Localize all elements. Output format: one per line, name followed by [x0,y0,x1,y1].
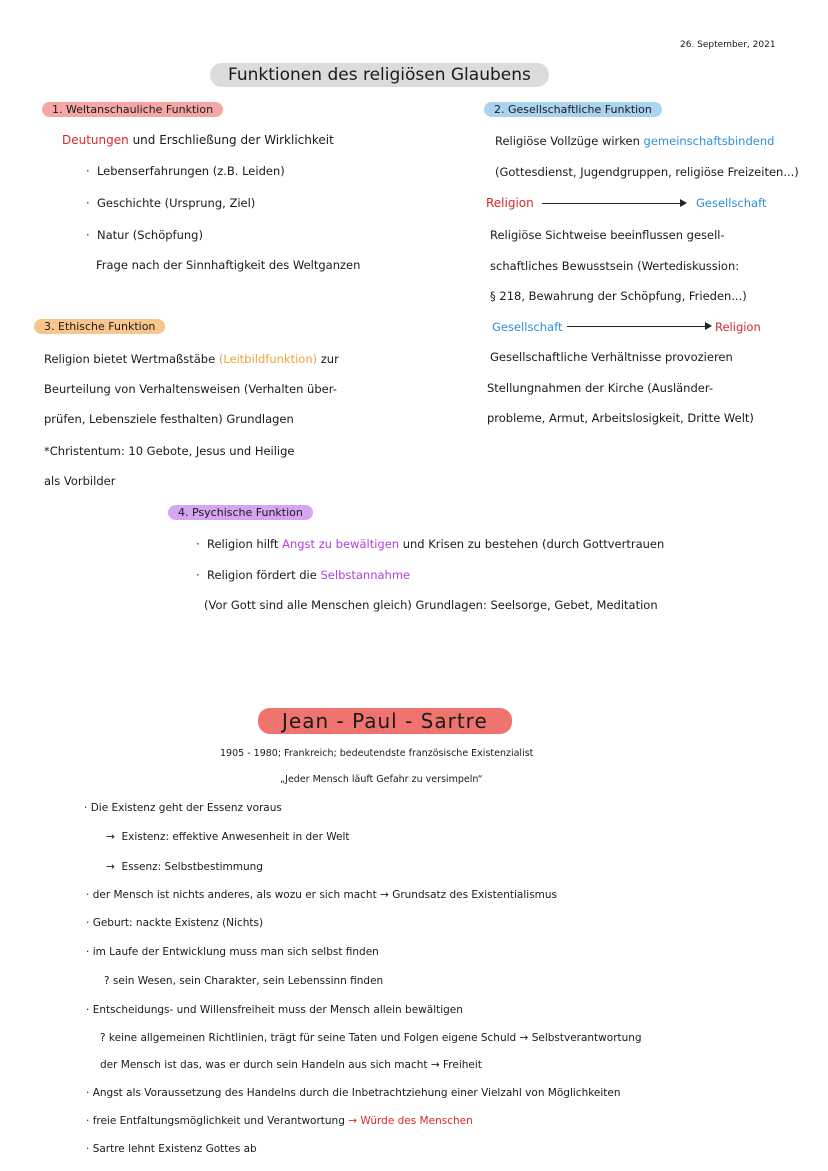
sartre-l5a: ? keine allgemeinen Richtlinien, trägt für seine Taten und Folgen eigene Schuld → Selbstverantwortung [100,1032,642,1044]
f2-line-a: § 218, Bewahrung der Schöpfung, Frieden...) [490,289,747,303]
f3-line4: *Christentum: 10 Gebote, Jesus und Heilige [44,444,295,458]
arrow1-head [680,199,687,207]
f2-line-b: Stellungnahmen der Kirche (Ausländer- [487,381,713,395]
f2-line-a: Religiöse Sichtweise beeinflussen gesell- [490,228,725,242]
f4-bullet2: · Religion fördert die Selbstannahme [196,568,411,582]
arrow2-left: Gesellschaft [492,320,563,334]
sartre-l1a: → Existenz: effektive Anwesenheit in der Welt [106,831,350,843]
sartre-l6: · Angst als Voraussetzung des Handelns durch die Inbetrachtziehung einer Vielzahl von Möglichkeiten [86,1087,621,1099]
f1-item: · Geschichte (Ursprung, Ziel) [86,196,256,210]
f1-item: · Natur (Schöpfung) [86,228,203,242]
section-2-heading: 2. Gesellschaftliche Funktion [484,102,662,117]
selbstannahme: Selbstannahme [320,568,411,582]
arrow1-left: Religion [486,196,534,210]
arrow1-right: Gesellschaft [696,196,767,210]
section-4-heading: 4. Psychische Funktion [168,505,313,520]
sartre-l1: · Die Existenz geht der Essenz voraus [84,802,282,814]
sartre-sub: 1905 - 1980; Frankreich; bedeutendste französische Existenzialist [220,748,534,759]
f1-lead-red: Deutungen [62,133,129,147]
f2-line-b: probleme, Armut, Arbeitslosigkeit, Dritte Welt) [487,411,754,425]
sartre-l5b: der Mensch ist das, was er durch sein Handeln aus sich macht → Freiheit [100,1059,482,1071]
f1-item: · Lebenserfahrungen (z.B. Leiden) [86,164,285,178]
arrow2-right: Religion [715,320,761,334]
f4-line3: (Vor Gott sind alle Menschen gleich) Grundlagen: Seelsorge, Gebet, Meditation [204,598,658,612]
f2-line-b: Gesellschaftliche Verhältnisse provozieren [490,350,733,364]
section-3-heading: 3. Ethische Funktion [34,319,165,334]
leitbildfunktion: (Leitbildfunktion) [218,352,318,366]
sartre-l8: · Sartre lehnt Existenz Gottes ab [86,1143,257,1155]
date: 26. September, 2021 [680,40,776,50]
f3-line2: Beurteilung von Verhaltensweisen (Verhalten über- [44,382,337,396]
f1-lead [62,133,334,147]
angst-bewaeltigen: Angst zu bewältigen [282,537,400,551]
arrow1-line [542,203,680,204]
sartre-l5: · Entscheidungs- und Willensfreiheit muss der Mensch allein bewältigen [86,1004,463,1016]
f2-line2: (Gottesdienst, Jugendgruppen, religiöse Freizeiten...) [495,165,799,179]
arrow2-line [567,326,705,327]
sartre-l7: · freie Entfaltungsmöglichkeit und Verantwortung → Würde des Menschen [86,1115,473,1127]
f1-lead-rest: und Erschließung der Wirklichkeit [132,133,334,147]
sartre-title: Jean - Paul - Sartre [258,708,512,734]
sartre-quote: „Jeder Mensch läuft Gefahr zu versimpeln“ [280,774,483,785]
sartre-l1b: → Essenz: Selbstbestimmung [106,861,263,873]
sartre-l4: · im Laufe der Entwicklung muss man sich selbst finden [86,946,379,958]
gemeinschaftsbindend: gemeinschaftsbindend [643,134,775,148]
f2-line1: Religiöse Vollzüge wirken gemeinschaftsbindend [495,134,775,148]
sartre-l3: · Geburt: nackte Existenz (Nichts) [86,917,264,929]
arrow2-head [705,322,712,330]
wuerde-des-menschen: Würde des Menschen [360,1115,473,1127]
f3-line3: prüfen, Lebensziele festhalten) Grundlagen [44,412,294,426]
f3-line5: als Vorbilder [44,474,116,488]
sartre-l4a: ? sein Wesen, sein Charakter, sein Lebenssinn finden [104,975,384,987]
section-1-heading: 1. Weltanschauliche Funktion [42,102,223,117]
f1-frage: Frage nach der Sinnhaftigkeit des Weltganzen [96,258,361,272]
sartre-l2: · der Mensch ist nichts anderes, als wozu er sich macht → Grundsatz des Existentialismus [86,889,558,901]
f3-line1: Religion bietet Wertmaßstäbe (Leitbildfunktion) zur [44,352,339,366]
f4-bullet1: · Religion hilft Angst zu bewältigen und Krisen zu bestehen (durch Gottvertrauen [196,537,665,551]
f2-line-a: schaftliches Bewusstsein (Wertediskussion: [490,259,740,273]
page-title: Funktionen des religiösen Glaubens [210,63,549,87]
